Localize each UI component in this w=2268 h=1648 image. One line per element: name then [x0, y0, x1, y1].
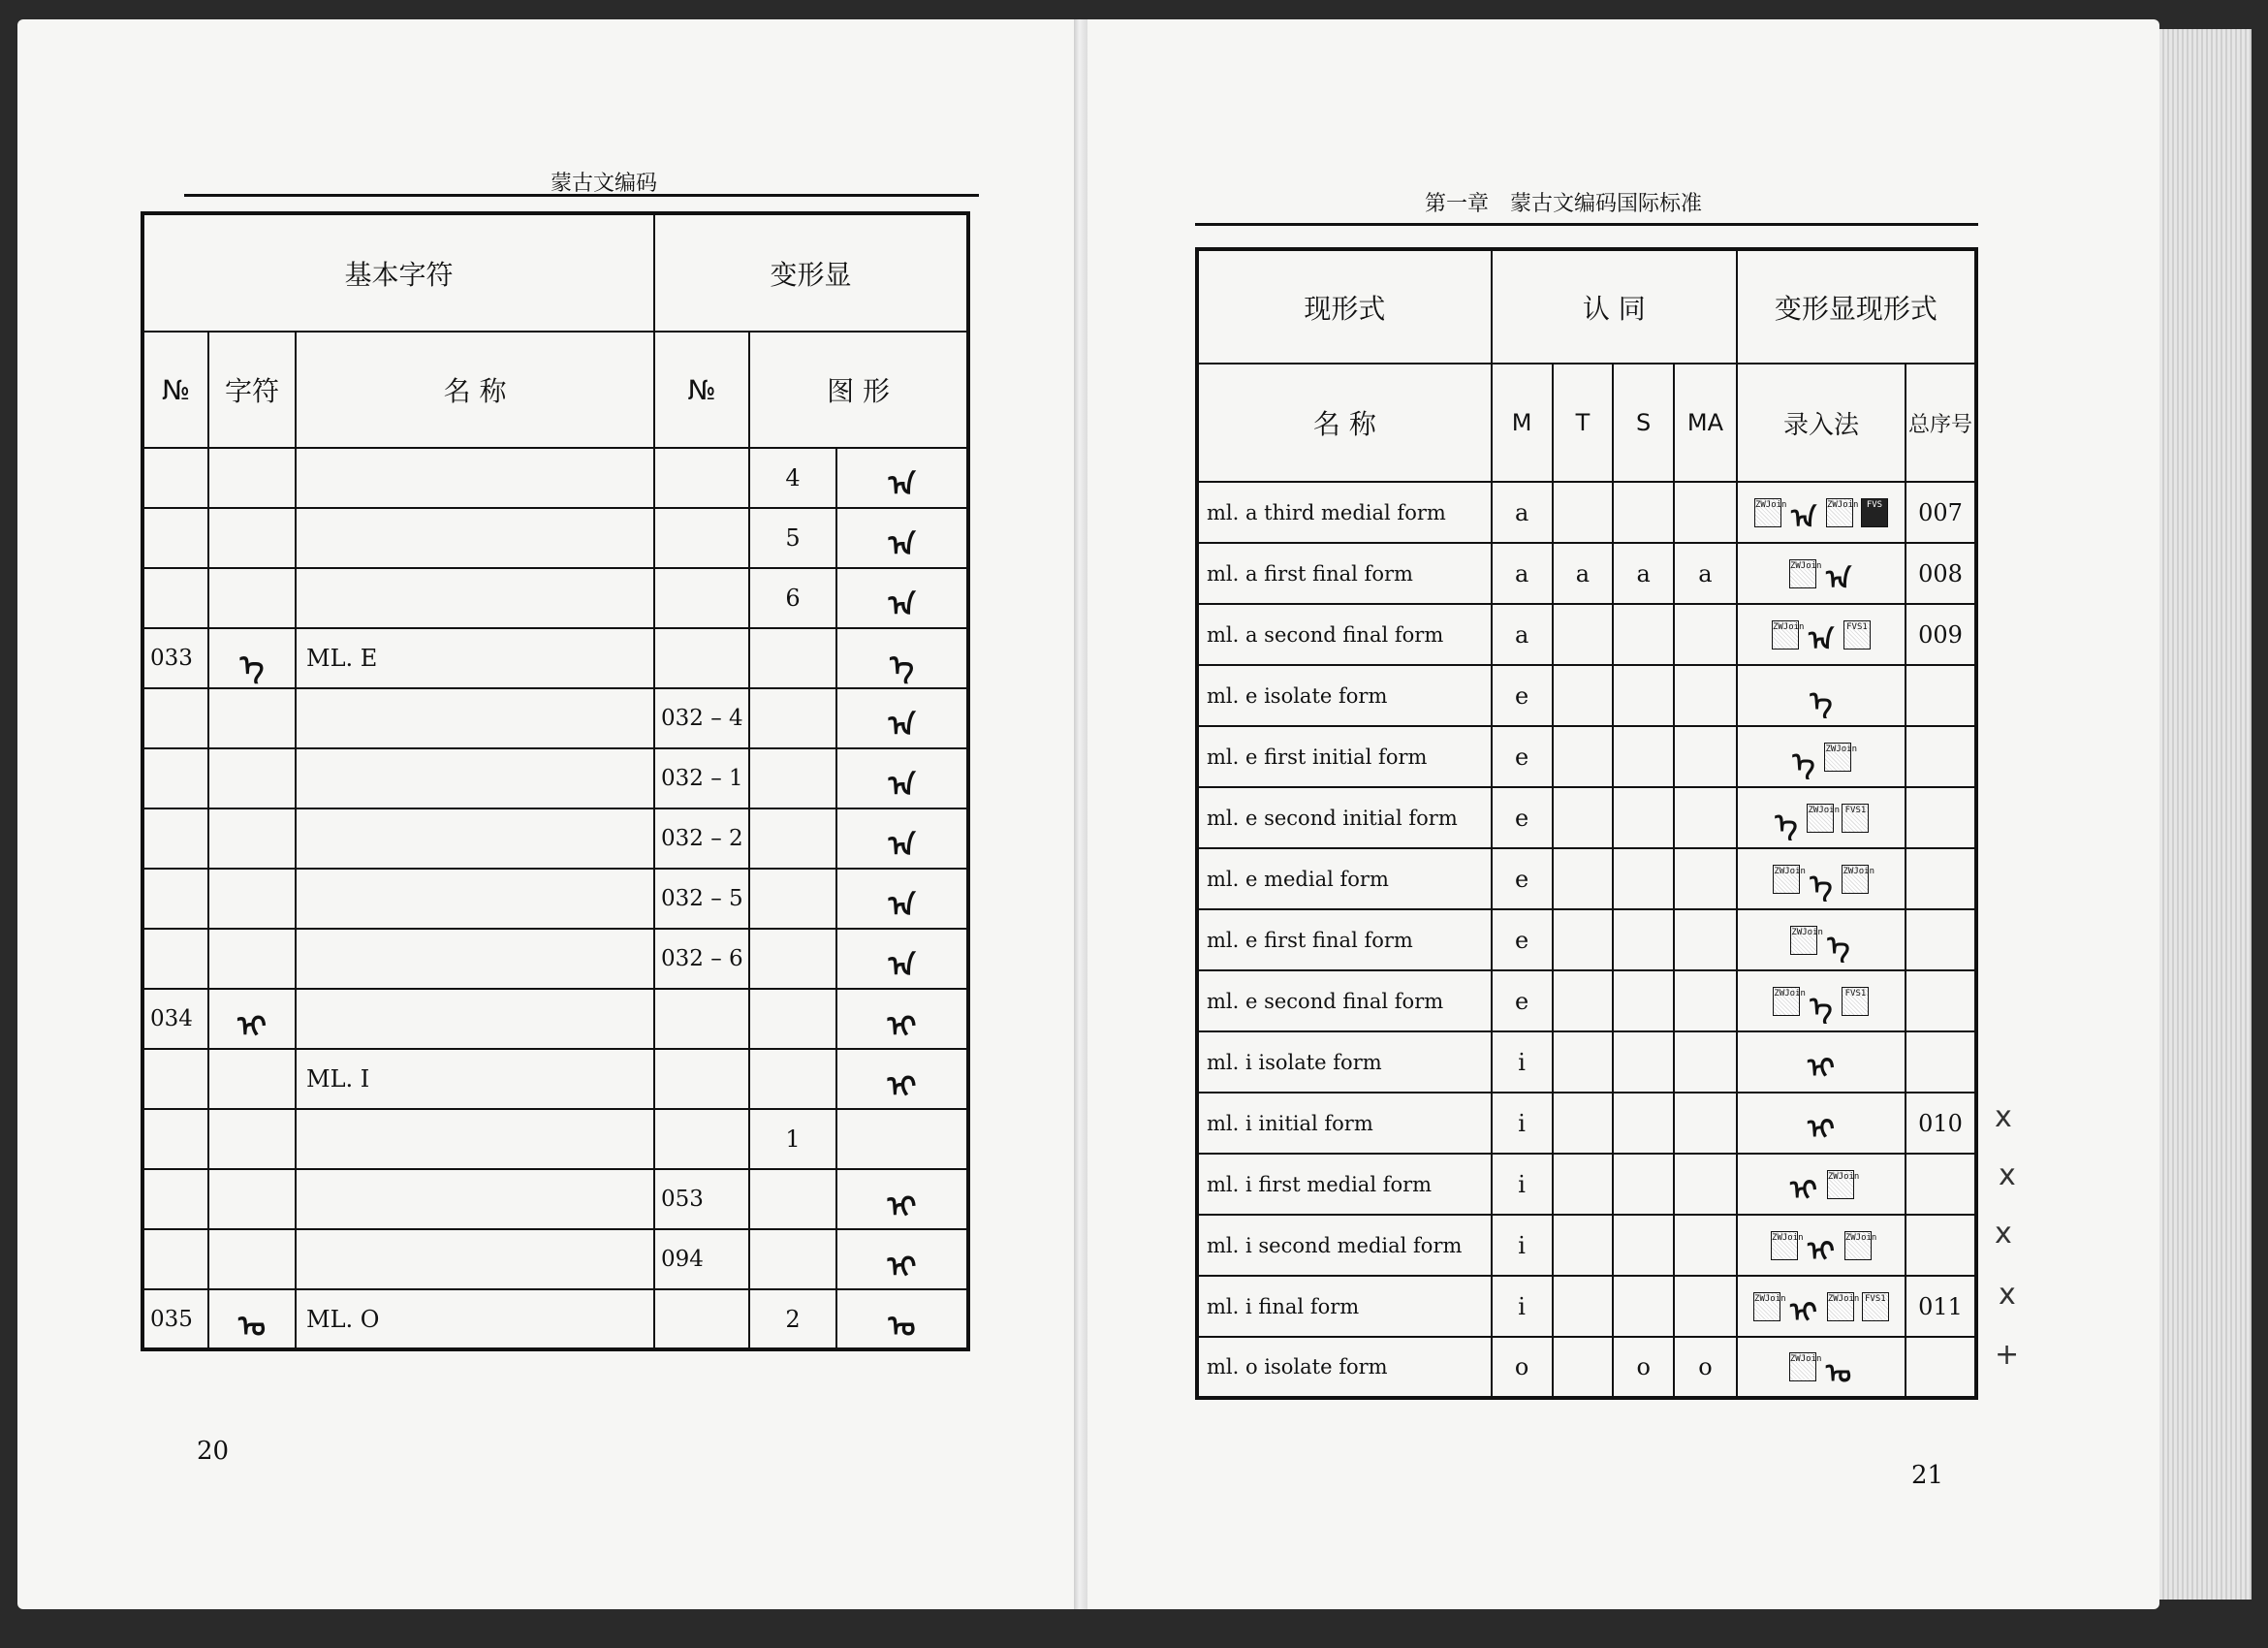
- row-input-method: [1737, 665, 1906, 726]
- table-row: [1197, 726, 1976, 787]
- row-t: a: [1553, 543, 1614, 604]
- row-total-no: [1906, 1154, 1976, 1215]
- row-shape-glyph: ᠠ: [836, 568, 968, 628]
- row-char-glyph: ᠡ: [208, 628, 296, 688]
- row-input-method: [1737, 482, 1906, 543]
- row-no: [142, 448, 208, 508]
- right-head-rule: [1195, 223, 1978, 226]
- col-ma: MA: [1674, 364, 1737, 482]
- row-t: [1553, 665, 1614, 726]
- row-name: ml. e isolate form: [1197, 665, 1492, 726]
- row-variant-index: [749, 929, 836, 989]
- row-variant-no: 032 – 6: [654, 929, 749, 989]
- row-shape-glyph: ᠠ: [836, 869, 968, 929]
- row-t: [1553, 1337, 1614, 1398]
- row-ma: [1674, 1215, 1737, 1276]
- row-total-no: [1906, 665, 1976, 726]
- mongol-glyph: ᠢ: [1790, 1296, 1817, 1328]
- mongol-glyph: ᠡ: [1810, 991, 1833, 1023]
- row-ma: [1674, 1276, 1737, 1337]
- zwj-key-icon: ZWJoin: [1754, 498, 1781, 527]
- table-row: [1197, 970, 1976, 1031]
- row-s: [1613, 1093, 1674, 1154]
- row-s: o: [1613, 1337, 1674, 1398]
- row-shape-glyph: ᠠ: [836, 688, 968, 748]
- row-shape-glyph: ᠠ: [836, 748, 968, 808]
- row-ma: [1674, 604, 1737, 665]
- row-variant-index: [749, 989, 836, 1049]
- row-input-method: [1737, 1031, 1906, 1093]
- mongol-glyph: ᠢ: [1808, 1052, 1835, 1084]
- row-variant-no: [654, 989, 749, 1049]
- row-no: 034: [142, 989, 208, 1049]
- row-t: [1553, 1154, 1614, 1215]
- row-variant-index: 5: [749, 508, 836, 568]
- header-basic-chars: 基本字符: [142, 213, 654, 332]
- mongol-glyph: ᠡ: [1775, 808, 1798, 840]
- row-s: [1613, 1276, 1674, 1337]
- right-page-number: 21: [1911, 1461, 1944, 1490]
- handwritten-mark: x: [1995, 1100, 2012, 1134]
- row-total-no: [1906, 970, 1976, 1031]
- row-s: [1613, 1154, 1674, 1215]
- row-total-no: 007: [1906, 482, 1976, 543]
- table-row: [142, 929, 968, 989]
- row-total-no: [1906, 1215, 1976, 1276]
- row-s: a: [1613, 543, 1674, 604]
- zwj-key-icon: ZWJoin: [1789, 559, 1816, 588]
- col-char: 字符: [208, 332, 296, 448]
- row-name: ml. i first medial form: [1197, 1154, 1492, 1215]
- row-t: [1553, 1031, 1614, 1093]
- row-s: [1613, 909, 1674, 970]
- row-m: o: [1492, 1337, 1553, 1398]
- row-ma: [1674, 787, 1737, 848]
- row-total-no: [1906, 1031, 1976, 1093]
- col-m: M: [1492, 364, 1553, 482]
- row-shape-glyph: ᠣ: [836, 1289, 968, 1349]
- row-shape-glyph: ᠠ: [836, 929, 968, 989]
- row-char-glyph: [208, 508, 296, 568]
- row-s: [1613, 482, 1674, 543]
- table-row: [1197, 1276, 1976, 1337]
- row-char-glyph: [208, 929, 296, 989]
- table-row: [142, 448, 968, 508]
- table-row: [142, 869, 968, 929]
- table-row: [1197, 909, 1976, 970]
- col-t: T: [1553, 364, 1614, 482]
- row-ma: [1674, 482, 1737, 543]
- row-variant-index: [749, 1229, 836, 1289]
- left-page-number: 20: [197, 1437, 230, 1466]
- row-no: 033: [142, 628, 208, 688]
- row-m: e: [1492, 909, 1553, 970]
- row-t: [1553, 909, 1614, 970]
- fvs-key-icon: FVS1: [1862, 1292, 1889, 1321]
- row-name: ml. a second final form: [1197, 604, 1492, 665]
- zwj-key-icon: ZWJoin: [1827, 1170, 1854, 1199]
- row-m: e: [1492, 665, 1553, 726]
- row-variant-no: [654, 568, 749, 628]
- row-name: ml. e medial form: [1197, 848, 1492, 909]
- row-s: [1613, 604, 1674, 665]
- row-char-glyph: [208, 448, 296, 508]
- row-ma: [1674, 726, 1737, 787]
- row-variant-no: [654, 1049, 749, 1109]
- row-name: ml. e first final form: [1197, 909, 1492, 970]
- row-no: [142, 1229, 208, 1289]
- row-name: [296, 869, 654, 929]
- left-encoding-table: [141, 211, 970, 1351]
- row-total-no: [1906, 909, 1976, 970]
- row-total-no: 009: [1906, 604, 1976, 665]
- row-char-glyph: ᠣ: [208, 1289, 296, 1349]
- row-variant-index: 6: [749, 568, 836, 628]
- mongol-glyph: ᠢ: [1790, 1174, 1817, 1206]
- row-char-glyph: [208, 688, 296, 748]
- table-row: [1197, 1031, 1976, 1093]
- fvs-key-icon: FVS1: [1843, 620, 1871, 650]
- zwj-key-icon: ZWJoin: [1807, 804, 1834, 833]
- row-char-glyph: ᠢ: [208, 989, 296, 1049]
- row-name: ML. I: [296, 1049, 654, 1109]
- row-s: [1613, 970, 1674, 1031]
- mongol-glyph: ᠢ: [1808, 1235, 1835, 1267]
- row-no: [142, 869, 208, 929]
- row-t: [1553, 787, 1614, 848]
- col-total-no: 总序号: [1906, 364, 1976, 482]
- row-s: [1613, 787, 1674, 848]
- table-row: [142, 1049, 968, 1109]
- row-name: [296, 508, 654, 568]
- table-row: [142, 688, 968, 748]
- mongol-glyph: ᠡ: [1810, 869, 1833, 901]
- row-ma: [1674, 1031, 1737, 1093]
- row-no: [142, 1169, 208, 1229]
- row-name: [296, 1169, 654, 1229]
- mongol-glyph: ᠢ: [1808, 1113, 1835, 1145]
- col-name: 名 称: [296, 332, 654, 448]
- row-m: i: [1492, 1154, 1553, 1215]
- zwj-key-icon: ZWJoin: [1826, 498, 1853, 527]
- row-variant-index: [749, 1049, 836, 1109]
- table-row: [1197, 848, 1976, 909]
- row-variant-index: [749, 808, 836, 869]
- table-row: [142, 628, 968, 688]
- row-no: [142, 748, 208, 808]
- row-m: e: [1492, 848, 1553, 909]
- row-s: [1613, 848, 1674, 909]
- row-shape-glyph: ᠢ: [836, 1049, 968, 1109]
- row-s: [1613, 1031, 1674, 1093]
- row-total-no: [1906, 787, 1976, 848]
- row-variant-index: [749, 1169, 836, 1229]
- row-input-method: [1737, 604, 1906, 665]
- zwj-key-icon: ZWJoin: [1771, 1231, 1798, 1260]
- row-input-method: [1737, 970, 1906, 1031]
- row-shape-glyph: ᠠ: [836, 448, 968, 508]
- zwj-key-icon: ZWJoin: [1824, 743, 1851, 772]
- row-shape-glyph: ᠢ: [836, 1169, 968, 1229]
- zwj-key-icon: ZWJoin: [1773, 865, 1800, 894]
- zwj-key-icon: ZWJoin: [1772, 620, 1799, 650]
- row-name: ml. e first initial form: [1197, 726, 1492, 787]
- row-input-method: [1737, 1337, 1906, 1398]
- row-name: ml. e second final form: [1197, 970, 1492, 1031]
- row-char-glyph: [208, 808, 296, 869]
- row-no: [142, 929, 208, 989]
- table-row: [1197, 1337, 1976, 1398]
- row-variant-index: [749, 688, 836, 748]
- row-no: [142, 508, 208, 568]
- row-name: ml. e second initial form: [1197, 787, 1492, 848]
- fvs-key-icon: FVS1: [1842, 804, 1869, 833]
- header-form: 现形式: [1197, 249, 1492, 364]
- row-name: [296, 568, 654, 628]
- row-variant-index: [749, 628, 836, 688]
- row-t: [1553, 1276, 1614, 1337]
- table-row: [142, 568, 968, 628]
- row-s: [1613, 1215, 1674, 1276]
- row-no: 035: [142, 1289, 208, 1349]
- row-m: a: [1492, 482, 1553, 543]
- mongol-glyph: ᠠ: [1825, 563, 1851, 595]
- zwj-key-icon: ZWJoin: [1789, 1352, 1816, 1381]
- row-name: [296, 808, 654, 869]
- row-total-no: 011: [1906, 1276, 1976, 1337]
- table-row: [1197, 787, 1976, 848]
- row-ma: [1674, 1154, 1737, 1215]
- row-m: e: [1492, 787, 1553, 848]
- row-t: [1553, 848, 1614, 909]
- row-char-glyph: [208, 1109, 296, 1169]
- row-name: ml. a first final form: [1197, 543, 1492, 604]
- row-name: [296, 1109, 654, 1169]
- row-t: [1553, 1215, 1614, 1276]
- table-row: [1197, 665, 1976, 726]
- row-variant-no: [654, 628, 749, 688]
- row-m: i: [1492, 1031, 1553, 1093]
- table-row: [142, 1169, 968, 1229]
- zwj-key-icon: ZWJoin: [1827, 1292, 1854, 1321]
- row-shape-glyph: [836, 1109, 968, 1169]
- table-row: [142, 1289, 968, 1349]
- row-total-no: 010: [1906, 1093, 1976, 1154]
- table-row: [1197, 1154, 1976, 1215]
- row-variant-index: 2: [749, 1289, 836, 1349]
- row-char-glyph: [208, 1049, 296, 1109]
- row-name: [296, 688, 654, 748]
- row-input-method: [1737, 1276, 1906, 1337]
- row-variant-no: [654, 1289, 749, 1349]
- row-shape-glyph: ᠠ: [836, 508, 968, 568]
- table-row: [1197, 482, 1976, 543]
- row-name: ml. i isolate form: [1197, 1031, 1492, 1093]
- row-total-no: [1906, 726, 1976, 787]
- right-running-head: 第一章 蒙古文编码国际标准: [1425, 192, 1703, 216]
- row-variant-no: 094: [654, 1229, 749, 1289]
- col-no: №: [142, 332, 208, 448]
- handwritten-mark: x: [1999, 1278, 2016, 1312]
- handwritten-mark: +: [1995, 1338, 2020, 1372]
- col-variant-no: №: [654, 332, 749, 448]
- row-variant-no: 032 – 1: [654, 748, 749, 808]
- row-ma: a: [1674, 543, 1737, 604]
- row-input-method: [1737, 787, 1906, 848]
- table-row: [142, 508, 968, 568]
- row-total-no: [1906, 848, 1976, 909]
- handwritten-mark: x: [1999, 1158, 2016, 1192]
- col-s: S: [1613, 364, 1674, 482]
- table-row: [1197, 1215, 1976, 1276]
- fvs-key-icon: FVS: [1861, 498, 1888, 527]
- row-name: [296, 1229, 654, 1289]
- row-ma: [1674, 848, 1737, 909]
- zwj-key-icon: ZWJoin: [1773, 987, 1800, 1016]
- row-variant-no: 032 – 2: [654, 808, 749, 869]
- row-input-method: [1737, 1215, 1906, 1276]
- left-running-head: 蒙古文编码: [551, 172, 658, 196]
- mongol-glyph: ᠣ: [1825, 1356, 1851, 1389]
- row-input-method: [1737, 1154, 1906, 1215]
- table-row: [1197, 543, 1976, 604]
- row-char-glyph: [208, 568, 296, 628]
- row-total-no: 008: [1906, 543, 1976, 604]
- left-head-rule: [184, 194, 979, 197]
- row-ma: [1674, 1093, 1737, 1154]
- mongol-glyph: ᠡ: [1792, 746, 1815, 778]
- table-row: [142, 808, 968, 869]
- row-m: i: [1492, 1093, 1553, 1154]
- mongol-glyph: ᠠ: [1808, 624, 1834, 656]
- row-no: [142, 1109, 208, 1169]
- row-variant-no: 032 – 5: [654, 869, 749, 929]
- row-m: a: [1492, 543, 1553, 604]
- row-ma: [1674, 665, 1737, 726]
- table-row: [142, 989, 968, 1049]
- row-t: [1553, 482, 1614, 543]
- page-edges: [2159, 29, 2252, 1600]
- row-t: [1553, 726, 1614, 787]
- col-shape: 图 形: [749, 332, 968, 448]
- row-input-method: [1737, 543, 1906, 604]
- row-char-glyph: [208, 1169, 296, 1229]
- col-input-method: 录入法: [1737, 364, 1906, 482]
- row-shape-glyph: ᠠ: [836, 808, 968, 869]
- row-name: [296, 448, 654, 508]
- row-variant-no: [654, 508, 749, 568]
- mongol-glyph: ᠠ: [1790, 502, 1816, 534]
- row-no: [142, 1049, 208, 1109]
- row-input-method: [1737, 909, 1906, 970]
- row-no: [142, 688, 208, 748]
- table-row: [142, 1229, 968, 1289]
- header-identity: 认 同: [1492, 249, 1737, 364]
- row-variant-index: 1: [749, 1109, 836, 1169]
- row-shape-glyph: ᠡ: [836, 628, 968, 688]
- handwritten-mark: x: [1995, 1217, 2012, 1251]
- row-input-method: [1737, 1093, 1906, 1154]
- col-name: 名 称: [1197, 364, 1492, 482]
- zwj-key-icon: ZWJoin: [1753, 1292, 1780, 1321]
- row-char-glyph: [208, 1229, 296, 1289]
- row-total-no: [1906, 1337, 1976, 1398]
- row-variant-no: 032 – 4: [654, 688, 749, 748]
- mongol-glyph: ᠡ: [1827, 930, 1850, 962]
- zwj-key-icon: ZWJoin: [1844, 1231, 1872, 1260]
- table-row: [142, 748, 968, 808]
- fvs-key-icon: FVS1: [1842, 987, 1869, 1016]
- row-m: i: [1492, 1276, 1553, 1337]
- row-ma: [1674, 909, 1737, 970]
- row-name: ml. o isolate form: [1197, 1337, 1492, 1398]
- row-m: e: [1492, 726, 1553, 787]
- row-s: [1613, 665, 1674, 726]
- row-name: ML. O: [296, 1289, 654, 1349]
- row-shape-glyph: ᠢ: [836, 989, 968, 1049]
- row-variant-index: [749, 869, 836, 929]
- row-t: [1553, 604, 1614, 665]
- row-t: [1553, 1093, 1614, 1154]
- row-m: i: [1492, 1215, 1553, 1276]
- row-char-glyph: [208, 748, 296, 808]
- row-variant-no: [654, 1109, 749, 1169]
- row-variant-no: 053: [654, 1169, 749, 1229]
- row-name: ml. i second medial form: [1197, 1215, 1492, 1276]
- table-row: [1197, 604, 1976, 665]
- header-variant: 变形显: [654, 213, 968, 332]
- row-variant-index: [749, 748, 836, 808]
- row-no: [142, 568, 208, 628]
- zwj-key-icon: ZWJoin: [1842, 865, 1869, 894]
- row-no: [142, 808, 208, 869]
- row-variant-no: [654, 448, 749, 508]
- table-row: [1197, 1093, 1976, 1154]
- table-row: [142, 1109, 968, 1169]
- row-name: ml. i final form: [1197, 1276, 1492, 1337]
- row-name: ML. E: [296, 628, 654, 688]
- row-t: [1553, 970, 1614, 1031]
- mongol-glyph: ᠡ: [1810, 685, 1833, 717]
- row-name: ml. a third medial form: [1197, 482, 1492, 543]
- right-encoding-table: [1195, 247, 1978, 1400]
- row-variant-index: 4: [749, 448, 836, 508]
- row-input-method: [1737, 848, 1906, 909]
- row-ma: [1674, 970, 1737, 1031]
- zwj-key-icon: ZWJoin: [1790, 926, 1817, 955]
- row-input-method: [1737, 726, 1906, 787]
- header-variant-forms: 变形显现形式: [1737, 249, 1976, 364]
- row-name: [296, 989, 654, 1049]
- row-name: [296, 929, 654, 989]
- row-shape-glyph: ᠢ: [836, 1229, 968, 1289]
- row-ma: o: [1674, 1337, 1737, 1398]
- book-spine: [1074, 19, 1087, 1609]
- row-char-glyph: [208, 869, 296, 929]
- row-m: e: [1492, 970, 1553, 1031]
- row-s: [1613, 726, 1674, 787]
- row-m: a: [1492, 604, 1553, 665]
- row-name: [296, 748, 654, 808]
- row-name: ml. i initial form: [1197, 1093, 1492, 1154]
